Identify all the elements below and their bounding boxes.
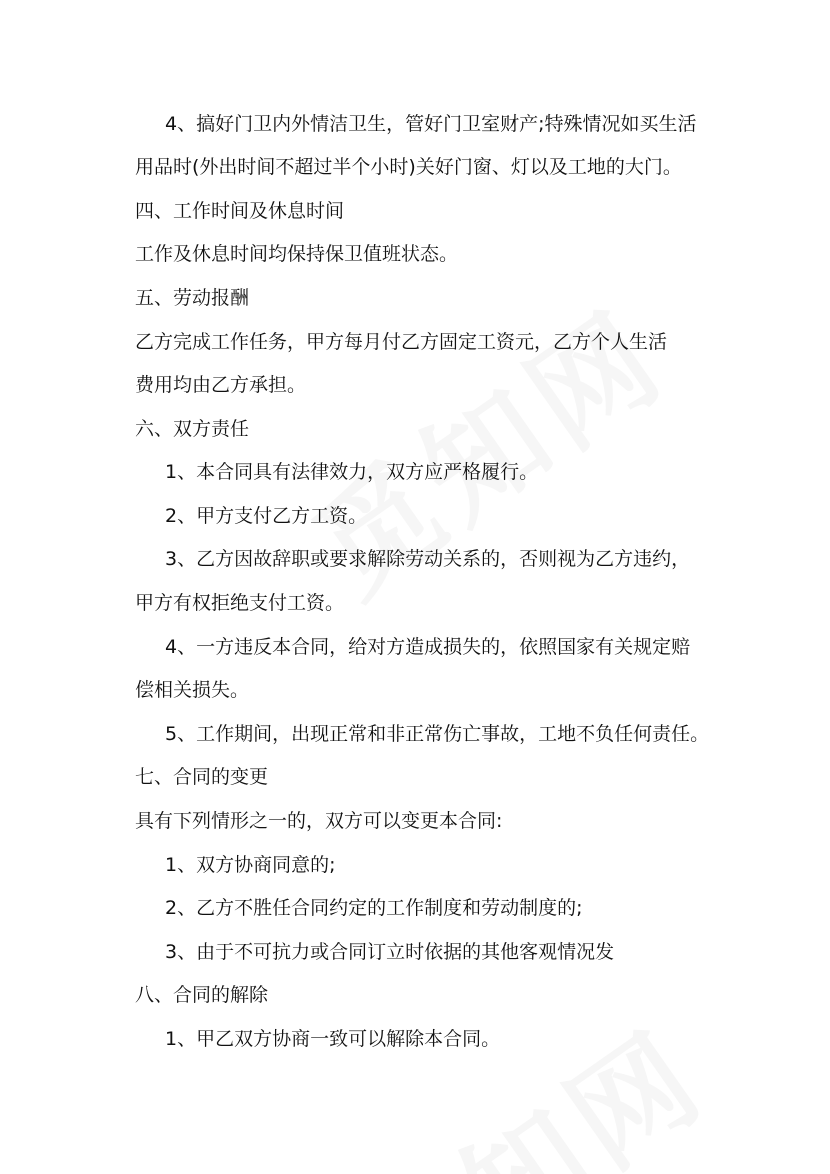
paragraph-line: 1、本合同具有法律效力，双方应严格履行。	[165, 461, 539, 483]
section-heading: 八、合同的解除	[135, 984, 269, 1006]
paragraph-line: 5、工作期间，出现正常和非正常伤亡事故，工地不负任何责任。	[165, 723, 710, 745]
watermark	[276, 264, 694, 629]
paragraph-line: 4、搞好门卫内外情洁卫生，管好门卫室财产;特殊情况如买生活	[165, 113, 697, 135]
paragraph-line: 2、乙方不胜任合同约定的工作制度和劳动制度的;	[165, 897, 583, 919]
section-heading: 四、工作时间及休息时间	[135, 200, 345, 222]
paragraph-line: 乙方完成工作任务，甲方每月付乙方固定工资元，乙方个人生活	[135, 331, 668, 353]
section-heading: 六、双方责任	[135, 418, 250, 440]
paragraph-line: 1、双方协商同意的;	[165, 854, 336, 876]
paragraph-line: 1、甲乙双方协商一致可以解除本合同。	[165, 1028, 501, 1050]
paragraph-line: 偿相关损失。	[135, 679, 250, 701]
paragraph-line: 3、由于不可抗力或合同订立时依据的其他客观情况发	[165, 941, 615, 963]
section-heading: 五、劳动报酬	[135, 287, 250, 309]
paragraph-line: 工作及休息时间均保持保卫值班状态。	[135, 243, 459, 265]
paragraph-line: 4、一方违反本合同，给对方造成损失的，依照国家有关规定赔	[165, 636, 691, 658]
section-heading: 七、合同的变更	[135, 766, 269, 788]
watermark	[316, 984, 734, 1174]
paragraph-line: 用品时(外出时间不超过半个小时)关好门窗、灯以及工地的大门。	[135, 156, 682, 178]
paragraph-line: 费用均由乙方承担。	[135, 374, 307, 396]
paragraph-line: 2、甲方支付乙方工资。	[165, 505, 368, 527]
paragraph-line: 3、乙方因故辞职或要求解除劳动关系的，否则视为乙方违约，	[165, 548, 691, 570]
paragraph-line: 具有下列情形之一的，双方可以变更本合同:	[135, 810, 503, 832]
paragraph-line: 甲方有权拒绝支付工资。	[135, 592, 345, 614]
